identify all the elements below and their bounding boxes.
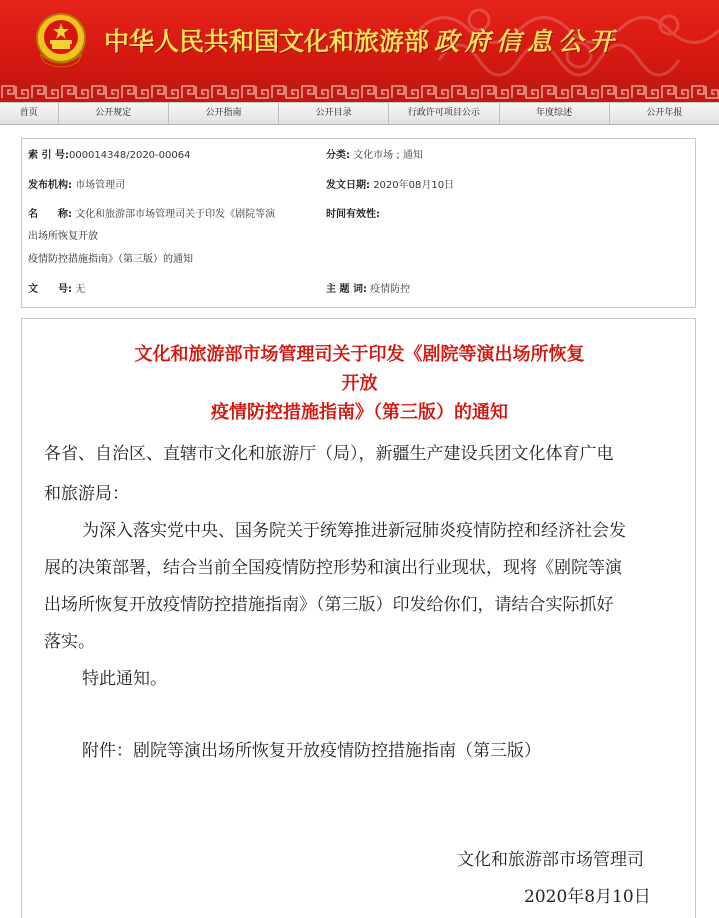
meta-validity-row <box>326 209 380 221</box>
document-content <box>21 318 696 918</box>
meta-index-value: 000014348/2020-00064 <box>68 150 191 161</box>
meta-date-value: 2020年08月10日 <box>373 180 455 191</box>
meta-name-line-1: 文化和旅游部市场管理司关于印发《剧院等演 <box>75 209 276 220</box>
document-metadata-box <box>21 138 696 308</box>
meta-keywords-row <box>326 284 410 296</box>
meta-date-row <box>326 180 454 192</box>
meta-index-label: 索 引 号: <box>28 150 69 161</box>
body-line-1: 为深入落实党中央、国务院关于统筹推进新冠肺炎疫情防控和经济社会发 <box>82 521 626 541</box>
site-section-title: 政府信息公开 <box>434 27 621 56</box>
meta-issuer-row <box>28 180 125 192</box>
main-nav <box>0 102 719 125</box>
fret-border-decoration <box>0 82 719 102</box>
meta-name-row <box>28 209 275 221</box>
meta-category-label: 分类: <box>326 150 350 161</box>
meta-validity-label: 时间有效性: <box>326 209 380 220</box>
meta-keywords-value: 疫情防控 <box>370 284 411 295</box>
meta-name-line-3: 疫情防控措施指南》（第三版）的通知 <box>28 254 193 265</box>
document-title-line-2: 开放 <box>341 373 378 394</box>
signature-org: 文化和旅游部市场管理司 <box>457 850 644 870</box>
meta-category-value: 文化市场 ; 通知 <box>353 150 423 161</box>
site-banner <box>0 0 719 82</box>
meta-name-label: 名 称: <box>28 209 72 220</box>
site-title: 中华人民共和国文化和旅游部 <box>104 27 430 56</box>
meta-index-row <box>28 150 190 162</box>
national-emblem-icon[interactable] <box>34 10 88 70</box>
nav-disclosure-catalog[interactable]: 公开目录 <box>279 103 389 124</box>
attachment-link[interactable]: 附件：剧院等演出场所恢复开放疫情防控措施指南（第三版） <box>82 741 541 761</box>
meta-category-row <box>326 150 423 162</box>
nav-license-items[interactable]: 行政许可项目公示 <box>389 103 499 124</box>
document-title-line-3: 疫情防控措施指南》（第三版）的通知 <box>211 402 508 423</box>
signature-date: 2020年8月10日 <box>524 887 651 907</box>
nav-annual-summary[interactable]: 年度综述 <box>500 103 610 124</box>
body-line-2: 展的决策部署，结合当前全国疫情防控形势和演出行业现状，现将《剧院等演 <box>44 558 622 578</box>
nav-home[interactable]: 首页 <box>0 103 59 124</box>
meta-name-line-2: 出场所恢复开放 <box>28 231 98 242</box>
meta-keywords-label: 主 题 词: <box>326 284 367 295</box>
document-title-line-1: 文化和旅游部市场管理司关于印发《剧院等演出场所恢复 <box>134 344 585 365</box>
closing-text: 特此通知。 <box>82 669 167 689</box>
meta-doc-no-label: 文 号: <box>28 284 72 295</box>
meta-date-label: 发文日期: <box>326 180 370 191</box>
meta-issuer-label: 发布机构: <box>28 180 72 191</box>
nav-disclosure-rules[interactable]: 公开规定 <box>59 103 169 124</box>
nav-annual-report[interactable]: 公开年报 <box>646 108 683 118</box>
meta-issuer-value: 市场管理司 <box>75 180 126 191</box>
nav-disclosure-guide[interactable]: 公开指南 <box>169 103 279 124</box>
body-line-4: 落实。 <box>44 632 95 652</box>
meta-doc-no-value: 无 <box>75 284 86 295</box>
meta-doc-no-row <box>28 284 85 296</box>
body-line-3: 出场所恢复开放疫情防控措施指南》（第三版）印发给你们，请结合实际抓好 <box>44 595 614 615</box>
salutation-line-2: 和旅游局： <box>44 484 129 504</box>
salutation-line-1: 各省、自治区、直辖市文化和旅游厅（局），新疆生产建设兵团文化体育广电 <box>44 444 614 464</box>
